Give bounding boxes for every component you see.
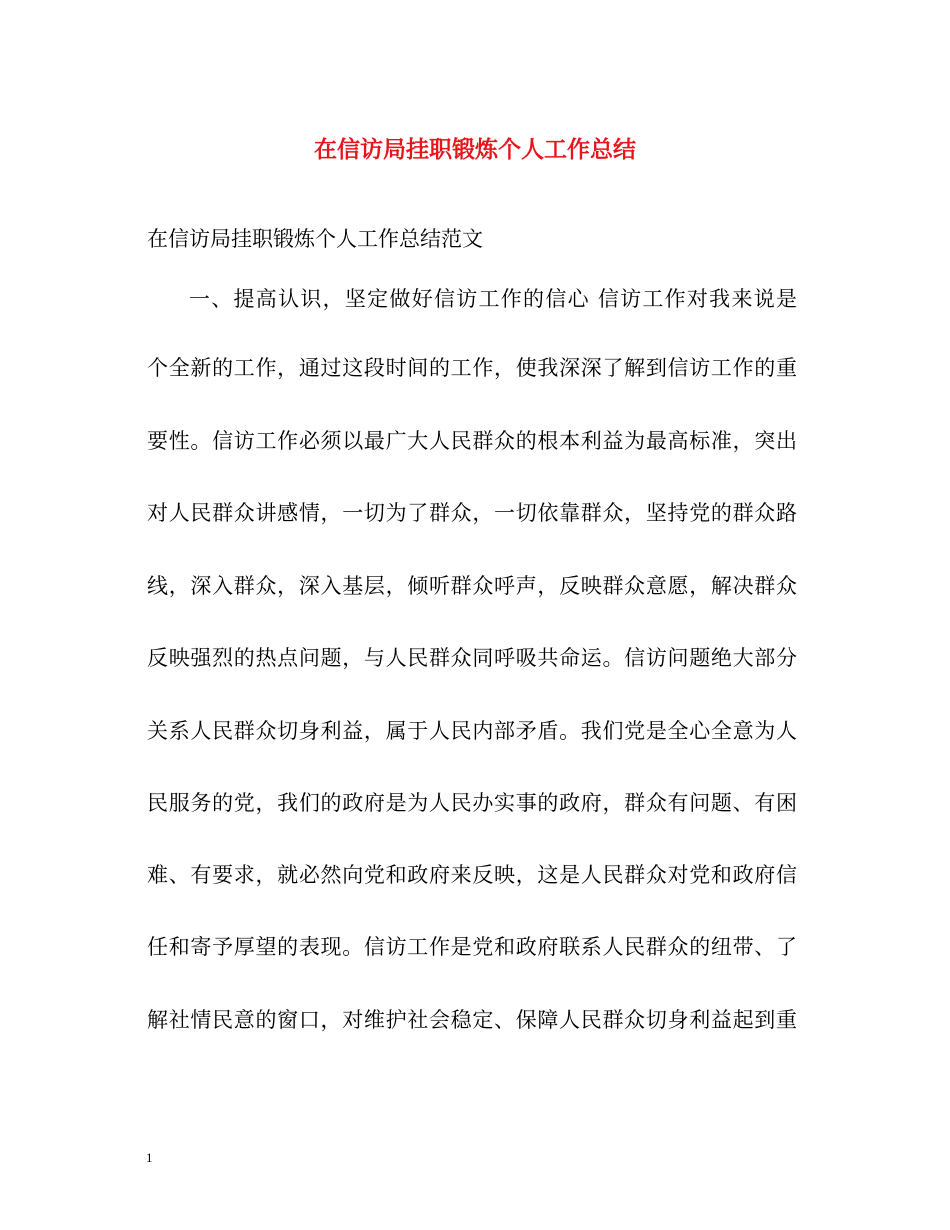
body-line: 一、提高认识，坚定做好信访工作的信心 信访工作对我来说是 <box>189 287 797 311</box>
body-line: 要性。信访工作必须以最广大人民群众的根本利益为最高标准，突出 <box>147 429 797 453</box>
body-line: 个全新的工作，通过这段时间的工作，使我深深了解到信访工作的重 <box>147 356 797 380</box>
body-line: 难、有要求，就必然向党和政府来反映，这是人民群众对党和政府信 <box>147 863 797 887</box>
body-line: 反映强烈的热点问题，与人民群众同呼吸共命运。信访问题绝大部分 <box>147 646 797 670</box>
body-line: 任和寄予厚望的表现。信访工作是党和政府联系人民群众的纽带、了 <box>147 935 797 959</box>
body-line: 关系人民群众切身利益，属于人民内部矛盾。我们党是全心全意为人 <box>147 719 797 743</box>
document-subtitle: 在信访局挂职锻炼个人工作总结范文 <box>147 227 483 251</box>
body-line: 解社情民意的窗口，对维护社会稳定、保障人民群众切身利益起到重 <box>147 1008 797 1032</box>
body-line: 民服务的党，我们的政府是为人民办实事的政府，群众有问题、有困 <box>147 791 797 815</box>
page-number: 1 <box>146 1150 153 1165</box>
document-title: 在信访局挂职锻炼个人工作总结 <box>314 136 636 163</box>
body-line: 对人民群众讲感情，一切为了群众，一切依靠群众，坚持党的群众路 <box>147 501 797 525</box>
body-line: 线，深入群众，深入基层，倾听群众呼声，反映群众意愿，解决群众 <box>147 574 797 598</box>
